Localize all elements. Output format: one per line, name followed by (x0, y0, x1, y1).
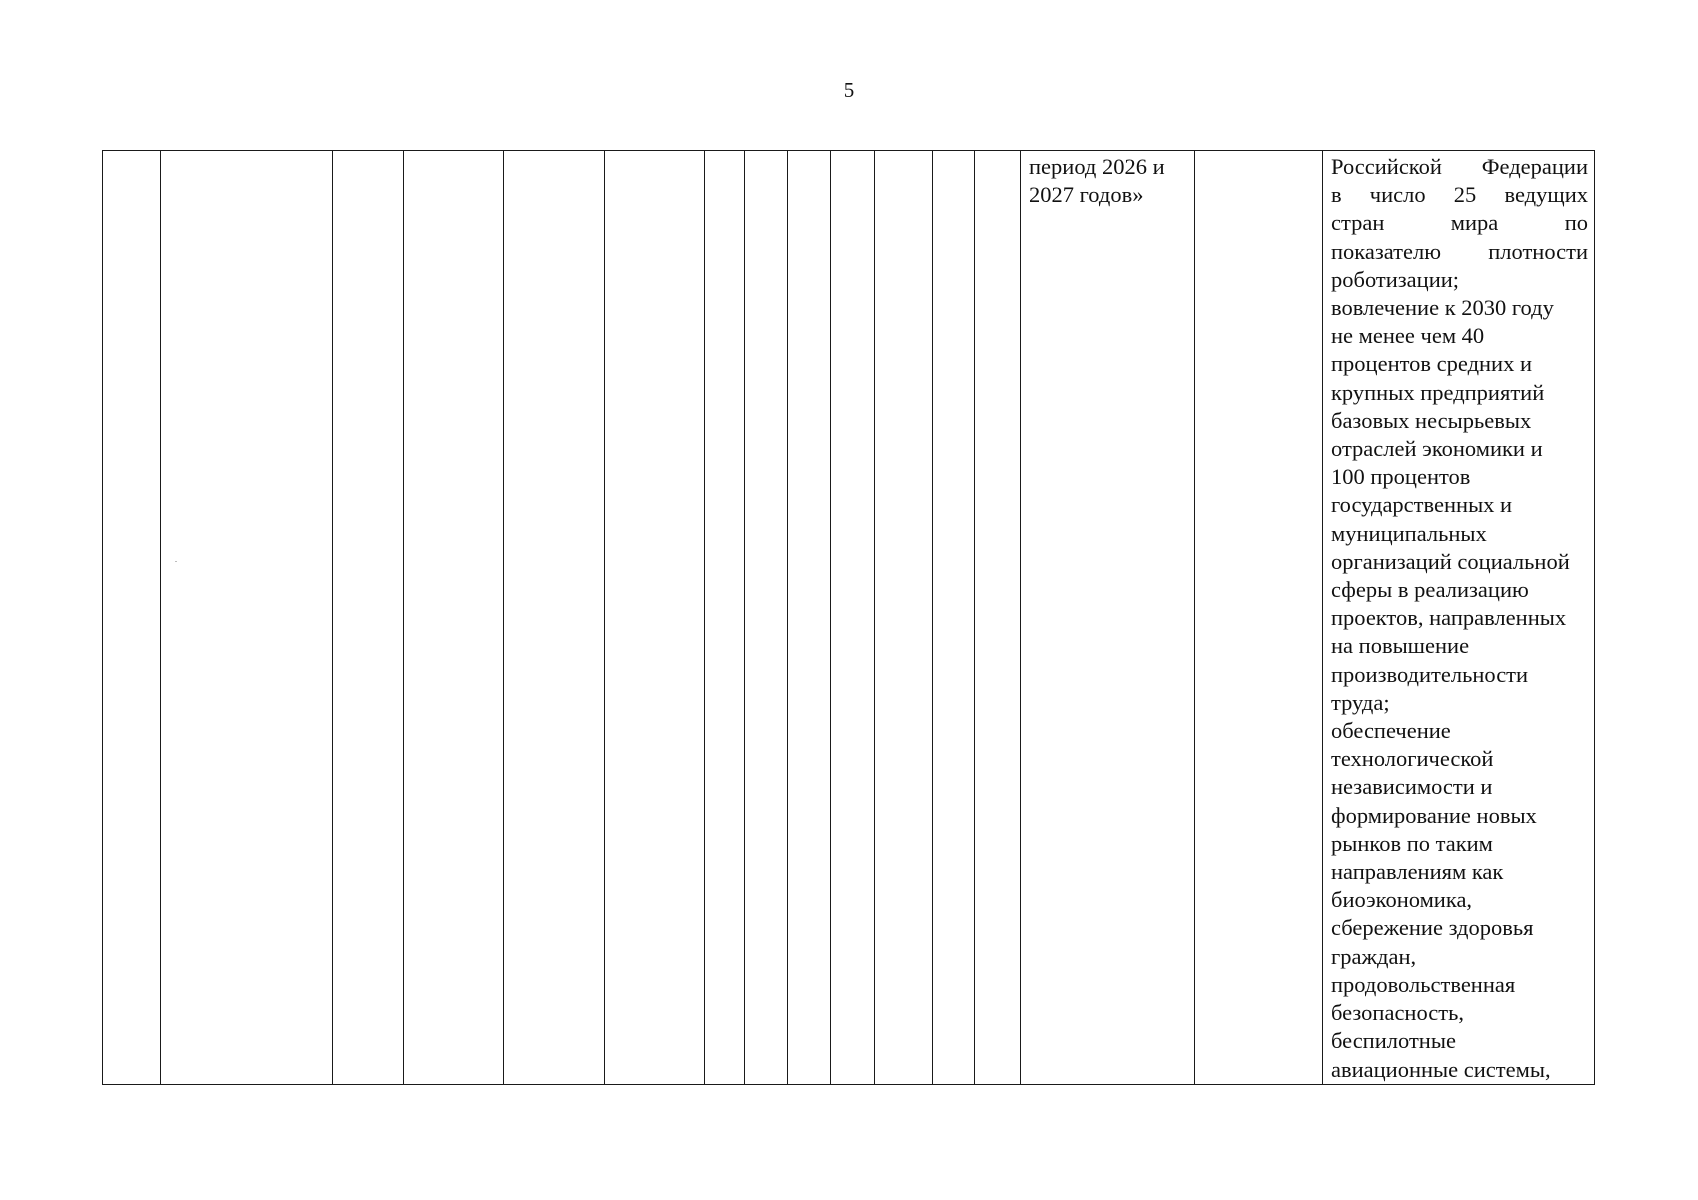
goals-text-line: на повышение (1331, 633, 1470, 659)
goals-text-line: независимости и (1331, 774, 1493, 800)
empty-cell-col-12 (933, 151, 975, 1085)
empty-cell-col-4 (404, 151, 504, 1085)
empty-cell-col-5 (504, 151, 605, 1085)
empty-cell-col-7 (705, 151, 745, 1085)
goals-text-line: показателю плотности (1331, 238, 1588, 264)
goals-text-line: формирование новых (1331, 802, 1537, 828)
goals-text-cell (1323, 151, 1595, 1085)
goals-text-line: крупных предприятий (1331, 379, 1545, 405)
empty-cell-col-10 (831, 151, 875, 1085)
goals-text-line: труда; (1331, 689, 1390, 715)
goals-text-line: обеспечение (1331, 718, 1451, 744)
empty-cell-col-13 (975, 151, 1021, 1085)
goals-text-line: муниципальных (1331, 520, 1487, 546)
goals-text-line: роботизации; (1331, 266, 1460, 292)
goals-text-line: производительности (1331, 661, 1529, 687)
period-text-line: период 2026 и (1029, 154, 1165, 179)
empty-cell-col-9 (788, 151, 831, 1085)
goals-text-line: отраслей экономики и (1331, 436, 1543, 462)
empty-cell-col-3 (333, 151, 404, 1085)
goals-text-line: продовольственная (1331, 971, 1516, 997)
goals-text-line: 100 процентов (1331, 464, 1471, 490)
empty-cell-col-11 (875, 151, 933, 1085)
goals-text-line: биоэкономика, (1331, 887, 1473, 913)
empty-cell-col-2 (161, 151, 333, 1085)
goals-text-line: базовых несырьевых (1331, 407, 1532, 433)
goals-text-line: не менее чем 40 (1331, 323, 1485, 349)
goals-text-line: авиационные системы, (1331, 1056, 1551, 1082)
page-number: 5 (843, 78, 855, 102)
goals-text-line: рынков по таким (1331, 830, 1493, 856)
goals-text-line: процентов средних и (1331, 351, 1533, 377)
goals-text-line: граждан, (1331, 943, 1417, 969)
goals-text-line: беспилотные (1331, 1028, 1456, 1054)
goals-text-line: организаций социальной (1331, 548, 1570, 574)
empty-cell-col-8 (745, 151, 788, 1085)
goals-text-line: в число 25 ведущих (1331, 182, 1588, 208)
continuation-table (102, 150, 1595, 1085)
period-text-line: 2027 годов» (1029, 182, 1144, 208)
goals-text-line: безопасность, (1331, 1000, 1464, 1026)
goals-text-line: сбережение здоровья (1331, 915, 1534, 941)
goals-text-line: стран мира по (1331, 210, 1588, 236)
goals-text-line: государственных и (1331, 492, 1513, 518)
goals-text-line: сферы в реализацию (1331, 577, 1529, 603)
period-cell (1021, 151, 1195, 1085)
goals-text-line: вовлечение к 2030 году (1331, 295, 1554, 321)
empty-cell-col-1 (103, 151, 161, 1085)
goals-text-line: Российской Федерации (1331, 154, 1588, 179)
goals-text-line: направлениям как (1331, 859, 1504, 885)
goals-text-line: технологической (1331, 746, 1494, 772)
goals-text-line: проектов, направленных (1331, 605, 1567, 631)
scan-speck (175, 561, 177, 562)
empty-cell-col-15 (1195, 151, 1323, 1085)
empty-cell-col-6 (605, 151, 705, 1085)
table-row (103, 151, 1595, 1085)
